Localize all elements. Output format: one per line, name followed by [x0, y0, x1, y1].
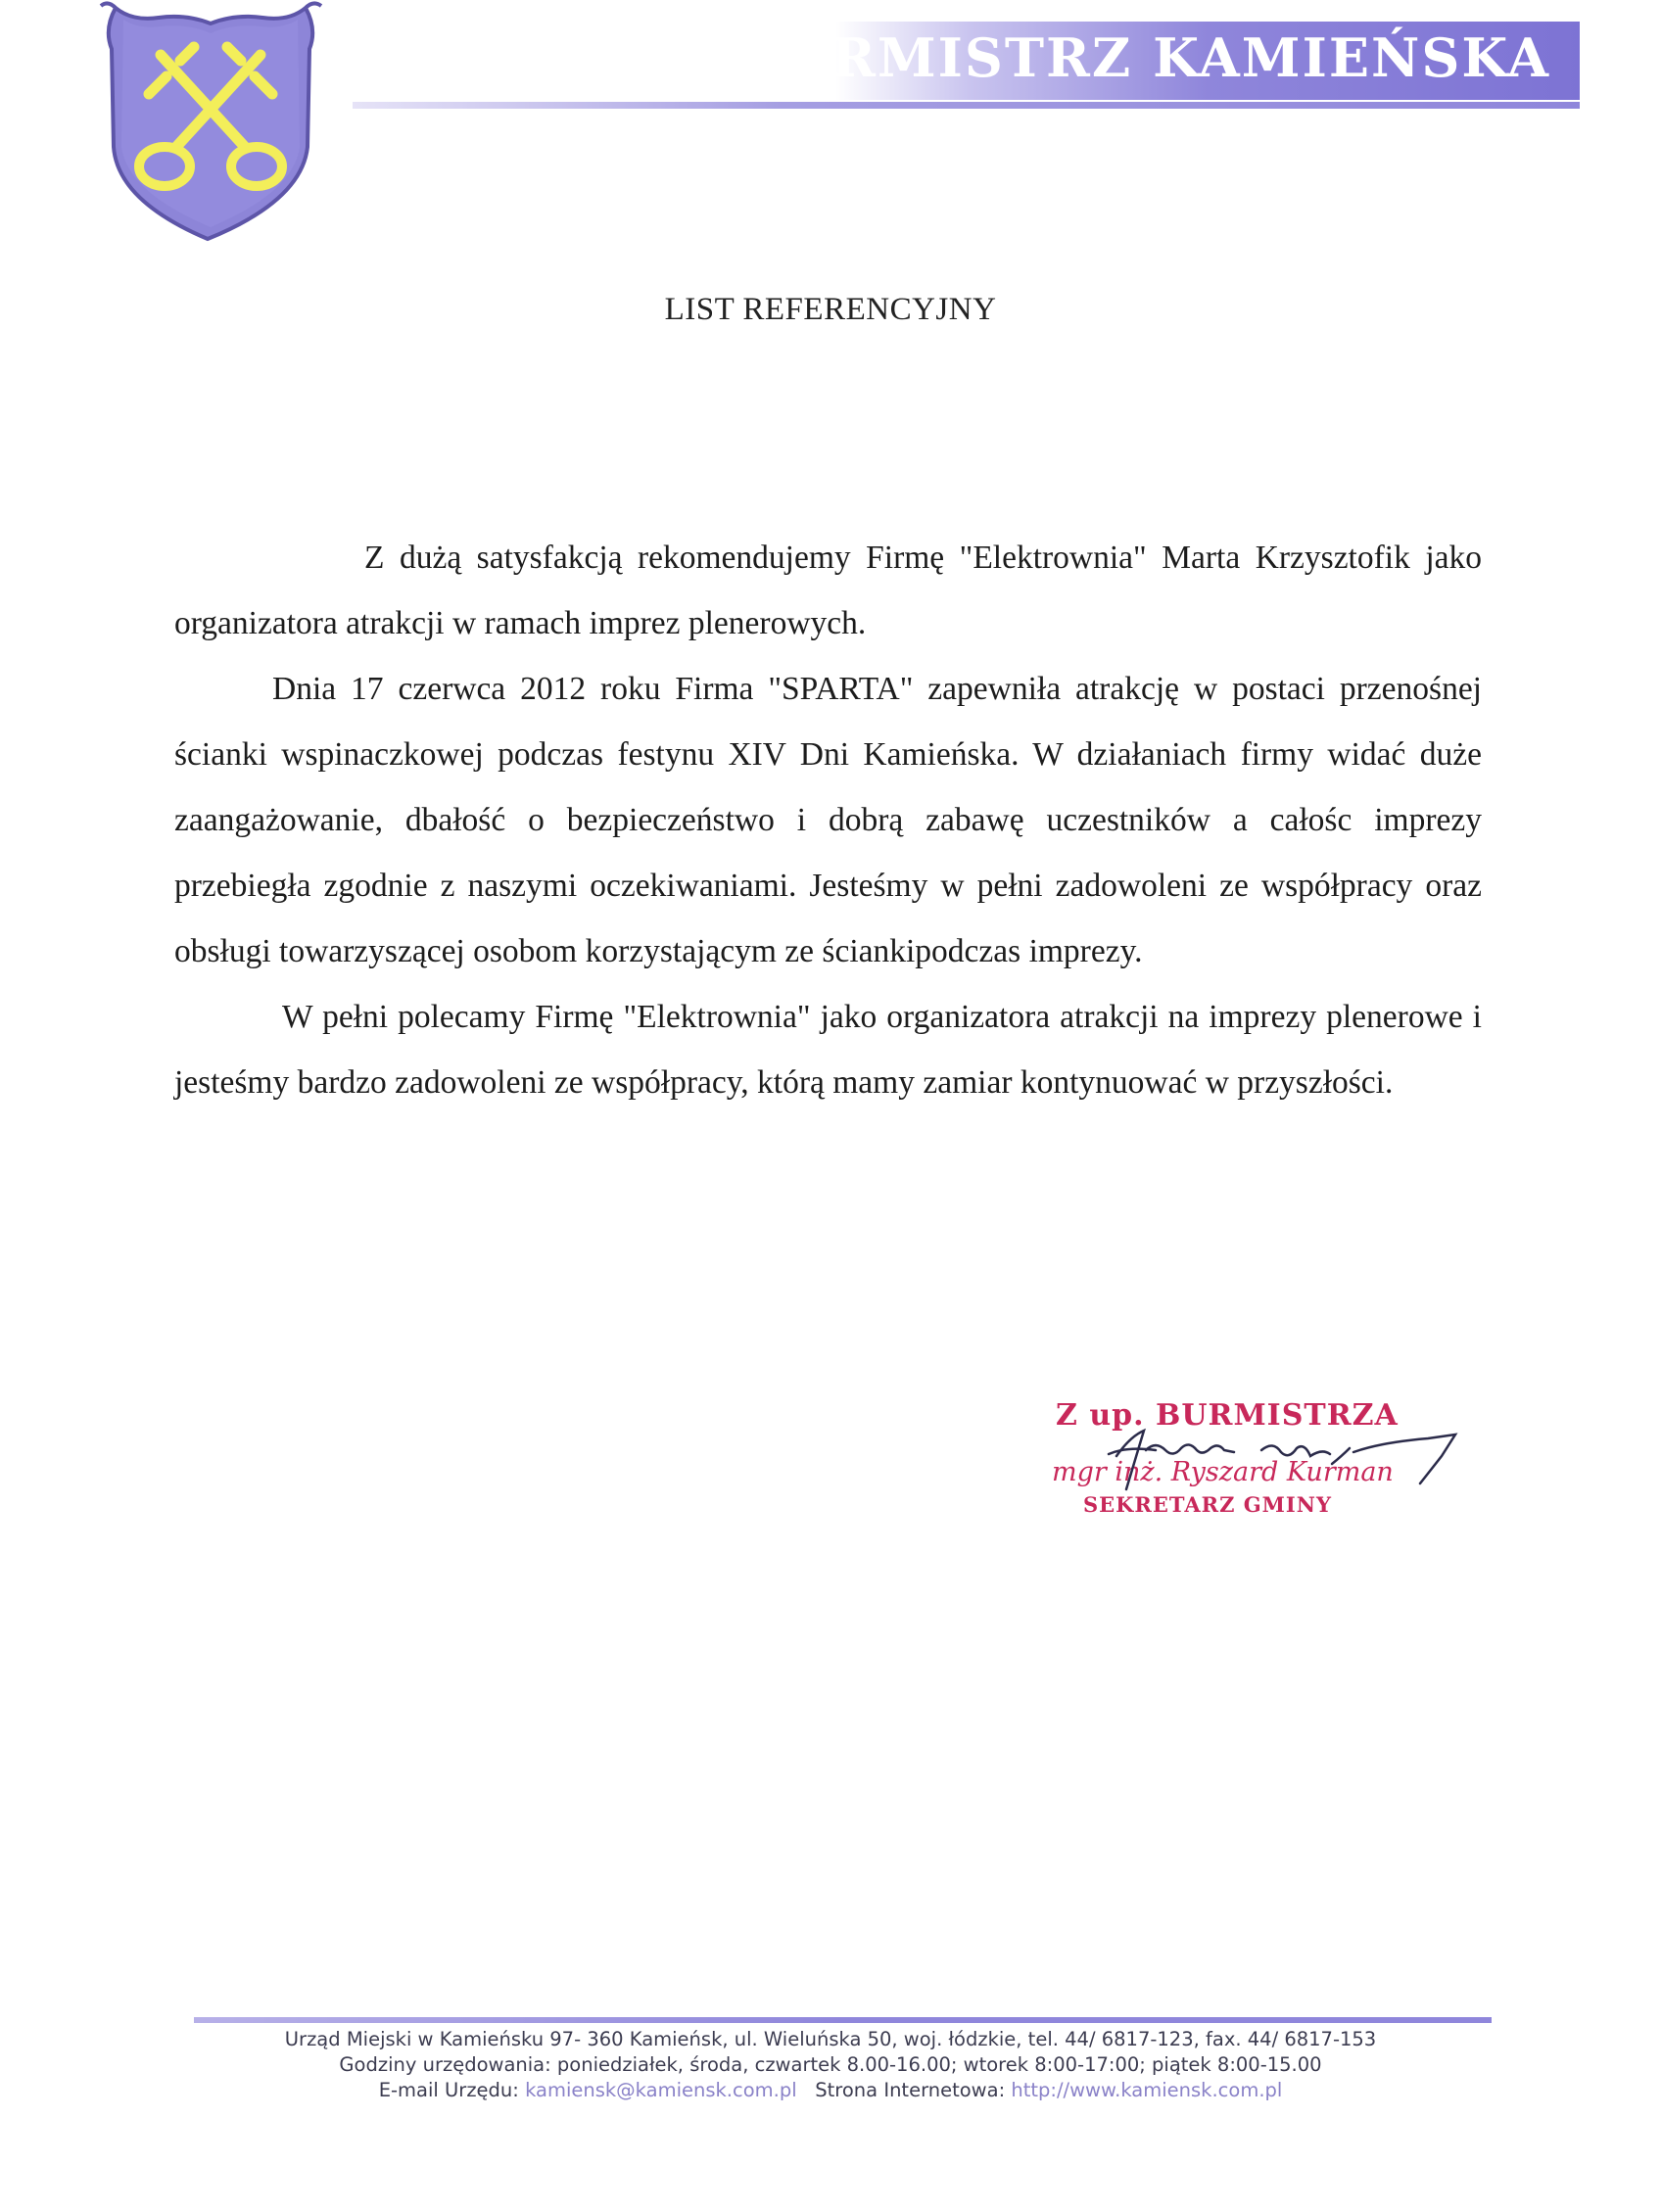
footer-divider — [194, 2017, 1492, 2023]
stamp-signatory-name: mgr inż. Ryszard Kurman — [1052, 1457, 1394, 1487]
footer-email-link[interactable]: kamiensk@kamiensk.com.pl — [525, 2079, 797, 2101]
document-title: LIST REFERENCYJNY — [664, 292, 997, 327]
handwritten-signature — [1087, 1395, 1557, 1513]
letter-body — [174, 525, 1482, 1115]
footer-links-row — [0, 2078, 1661, 2103]
footer-email-label: E-mail Urzędu: — [378, 2079, 519, 2101]
paragraph-2: Dnia 17 czerwca 2012 roku Firma "SPARTA" zapewniła atrakcję w postaci przenośnej ścianki wspinaczkowej podczas festynu XIV Dni Kamieńska. W działaniach firmy widać duże zaangażowanie, dbałość o bezpieczeństwo i dobrą zabawę uczestników a całośc imprezy przebiegła zgodnie z naszymi oczekiwaniami. Jesteśmy w pełni zadowoleni ze współpracy oraz obsługi towarzyszącej osobom korzystającym ze ściankipodczas imprezy. — [174, 671, 1482, 969]
footer-address: Urząd Miejski w Kamieńsku 97- 360 Kamieńsk, ul. Wieluńska 50, woj. łódzkie, tel. 44/ 6817-123, fax. 44/ 6817-153 — [284, 2028, 1377, 2050]
stamp-authority: Z up. BURMISTRZA — [1056, 1398, 1399, 1433]
paragraph-3: W pełni polecamy Firmę "Elektrownia" jako organizatora atrakcji na imprezy plenerowe i jesteśmy bardzo zadowoleni ze współpracy, którą mamy zamiar kontynuować w przyszłości. — [174, 999, 1482, 1101]
footer-website-link[interactable]: http://www.kamiensk.com.pl — [1011, 2079, 1283, 2101]
header-divider — [353, 102, 1580, 109]
footer-office-hours: Godziny urzędowania: poniedziałek, środa, czwartek 8.00-16.00; wtorek 8:00-17:00; piątek 8:00-15.00 — [339, 2053, 1322, 2076]
coat-of-arms-crossed-keys-icon — [98, 0, 348, 245]
stamp-signatory-role: SEKRETARZ GMINY — [1083, 1492, 1332, 1517]
footer-website-label: Strona Internetowa: — [815, 2079, 1006, 2101]
footer-contact — [0, 2027, 1661, 2103]
header-banner — [736, 22, 1580, 100]
paragraph-1: Z dużą satysfakcją rekomendujemy Firmę "Elektrownia" Marta Krzysztofik jako organizatora atrakcji w ramach imprez plenerowych. — [174, 540, 1482, 641]
header-title: BURMISTRZ KAMIEŃSKA — [736, 26, 1550, 89]
